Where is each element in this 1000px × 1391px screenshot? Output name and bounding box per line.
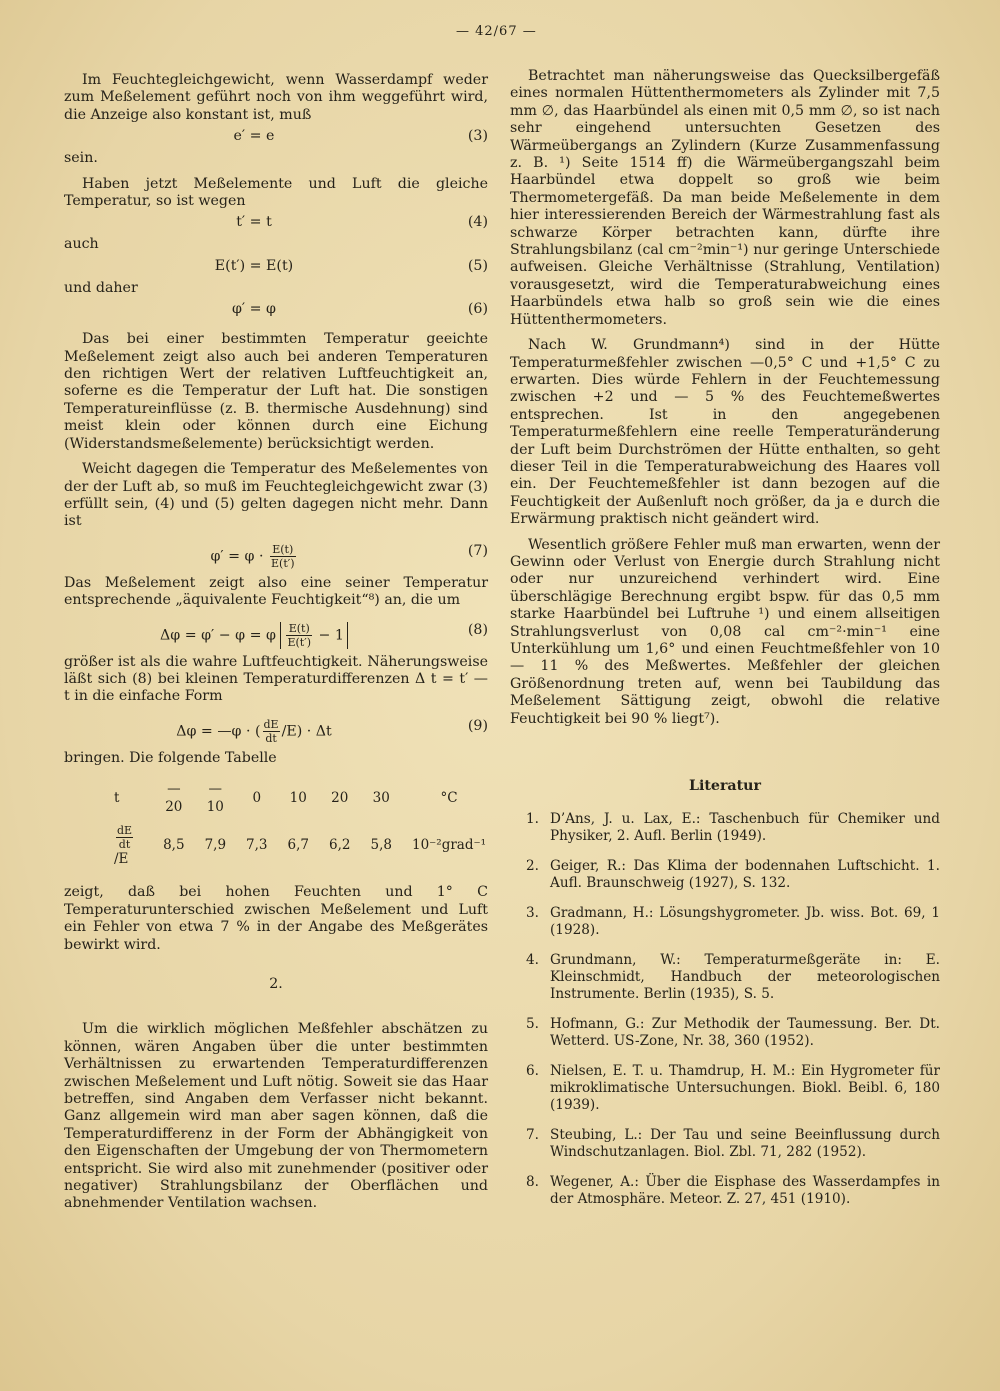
paragraph: auch (64, 236, 99, 253)
paragraph: Um die wirklich möglichen Meßfehler abschätzen zu können, wären Angaben über die unter bestimmten Verhältnissen zu erwartenden Temperaturdifferenzen zwischen Meßelement und Luft nötig. Soweit sie das Haar betreffen, sind Angaben dem Verfasser nicht bekannt. Ganz allgemein wird man aber sagen können, daß die Temperaturdifferenz in der Form der Abhängigkeit von den Eigenschaften der Umgebung der von Thermometern entspricht. Sie wird also mit zunehmender (positiver oder negativer) Strahlungsbilanz der Oberflächen und abnehmender Ventilation wachsen. (64, 1021, 488, 1212)
equation-6: φ′ = φ (6) (232, 301, 488, 318)
reference-item: 8. Wegener, A.: Über die Eisphase des Wasserdampfes in der Atmosphäre. Meteor. Z. 27, 451 (1910). (526, 1174, 940, 1208)
paragraph: bringen. Die folgende Tabelle (64, 749, 277, 766)
section-heading: 2. (269, 976, 283, 992)
data-table (104, 777, 496, 872)
equation-7: φ′ = φ · $\frac{E(t)}{E(t')}$ (7) (210, 542, 488, 570)
literature-heading: Literatur (689, 778, 761, 795)
equation-9: Δφ = —φ · ( $\frac{dE}{dt}$ /E) · Δt (9) (176, 717, 488, 745)
reference-item: 6. Nielsen, E. T. u. Thamdrup, H. M.: Ein Hygrometer für mikroklimatische Untersuchungen. Biokl. Beibl. 6, 180 (1939). (526, 1063, 940, 1114)
paragraph: sein. (64, 150, 98, 167)
equation-4: t′ = t (4) (236, 214, 488, 231)
reference-item: 5. Hofmann, G.: Zur Methodik der Taumessung. Ber. Dt. Wetterd. US-Zone, Nr. 38, 360 (1952). (526, 1016, 940, 1050)
table-row: $\frac{dE}{dt}$ /E 8,5 7,9 7,3 6,7 6,2 5,8 10⁻²grad⁻¹ (114, 823, 487, 867)
equation-8: Δφ = φ′ − φ = φ $\frac{E(t)}{E(t')}$ − 1 (8) (160, 621, 488, 649)
equation-3: e′ = e (3) (233, 128, 488, 145)
paragraph: Betrachtet man näherungsweise das Quecksilbergefäß eines normalen Hüttenthermometers als Zylinder mit 7,5 mm ∅, das Haarbündel als einen mit 0,5 mm ∅, so ist nach sehr eingehend untersuchten Gesetzen des Wärmeübergangs an Zylindern (Kurze Zusammenfassung z. B. ¹) Seite 1514 ff) die Wärmeübergangszahl beim Haarbündel etwa doppelt so groß wie beim Thermometergefäß. Da man beide Meßelemente in dem hier interessierenden Bereich der Wärmestrahlung fast als schwarze Körper betrachten kann, dürfte ihre Strahlungsbilanz (cal cm⁻²min⁻¹) nur geringe Unterschiede aufweisen. Gleiche Verhältnisse (Strahlung, Ventilation) vorausgesetzt, wird die Temperaturabweichung eines Haarbündels etwa halb so groß sein wie die eines Hüttenthermometers. (510, 68, 940, 328)
table-row: t —20 —10 0 10 20 30 °C (114, 781, 458, 815)
reference-item: 1. D’Ans, J. u. Lax, E.: Taschenbuch für Chemiker und Physiker, 2. Aufl. Berlin (1949). (526, 811, 940, 845)
reference-item: 4. Grundmann, W.: Temperaturmeßgeräte in: E. Kleinschmidt, Handbuch der meteorologischen Instrumente. Berlin (1935), S. 5. (526, 952, 940, 1003)
reference-item: 2. Geiger, R.: Das Klima der bodennahen Luftschicht. 1. Aufl. Braunschweig (1927), S. 132. (526, 858, 940, 892)
paragraph: Im Feuchtegleichgewicht, wenn Wasserdampf weder zum Meßelement geführt noch von ihm weggeführt wird, die Anzeige also konstant ist, muß (64, 72, 488, 123)
reference-item: 3. Gradmann, H.: Lösungshygrometer. Jb. wiss. Bot. 69, 1 (1928). (526, 905, 940, 939)
paragraph: Das Meßelement zeigt also eine seiner Temperatur entsprechende „äquivalente Feuchtigkeit“⁸) an, die um (64, 574, 488, 609)
paragraph: Das bei einer bestimmten Temperatur geeichte Meßelement zeigt also auch bei anderen Temperaturen den richtigen Wert der relativen Luftfeuchtigkeit an, soferne es die Temperatur der Luft hat. Die sonstigen Temperatureinflüsse (z. B. thermische Ausdehnung) sind meist klein oder können durch eine Eichung (Widerstandsmeßelemente) berücksichtigt werden. (64, 331, 488, 452)
equation-5: E(t′) = E(t) (5) (214, 257, 488, 274)
left-column (64, 72, 488, 1213)
paragraph: Nach W. Grundmann⁴) sind in der Hütte Temperaturmeßfehler zwischen —0,5° C und +1,5° C zu erwarten. Dies würde Fehlern in der Feuchtemessung zwischen +2 und — 5 % des Feuchtemeßwertes entsprechen. Ist in den angegebenen Temperaturmeßfehlern eine reelle Temperaturänderung der Luft beim Durchströmen der Hütte enthalten, so geht dieser Teil in die Temperaturabweichung des Haares voll ein. Der Feuchtemeßfehler ist dann bezogen auf die Feuchtigkeit der Außenluft noch größer, da ja e durch die Erwärmung praktisch nicht geändert wird. (510, 337, 940, 528)
paragraph: und daher (64, 279, 138, 296)
paragraph: zeigt, daß bei hohen Feuchten und 1° C Temperaturunterschied zwischen Meßelement und Luft ein Fehler von etwa 7 % in der Angabe des Meßgerätes bewirkt wird. (64, 884, 488, 953)
paragraph: Haben jetzt Meßelemente und Luft die gleiche Temperatur, so ist wegen (64, 175, 488, 210)
paragraph: größer ist als die wahre Luftfeuchtigkeit. Näherungsweise läßt sich (8) bei kleinen Temperaturdifferenzen Δ t = t′ — t in die einfache Form (64, 653, 488, 705)
paragraph: Weicht dagegen die Temperatur des Meßelementes von der der Luft ab, so muß im Feuchtegleichgewicht zwar (3) erfüllt sein, (4) und (5) gelten dagegen nicht mehr. Dann ist (64, 461, 488, 530)
reference-list (510, 811, 940, 1208)
paragraph: Wesentlich größere Fehler muß man erwarten, wenn der Gewinn oder Verlust von Energie durch Strahlung nicht oder nur unzureichend verhindert wird. Eine überschlägige Berechnung ergibt bspw. für das 0,5 mm starke Haarbündel bei Luftruhe ¹) und einem allseitigen Strahlungsverlust von 0,08 cal cm⁻²·min⁻¹ eine Unterkühlung um 1,6° und einen Feuchtmeßfehler von 10— 11 % des Meßwertes. Meßfehler der gleichen Größenordnung treten auf, wenn bei Taubildung das Meßelement Sättigung zeigt, obwohl die relative Feuchtigkeit bei 90 % liegt⁷). (510, 536, 940, 727)
reference-item: 7. Steubing, L.: Der Tau und seine Beeinflussung durch Windschutzanlagen. Biol. Zbl. 71, 282 (1952). (526, 1127, 940, 1161)
page-number: — 42/67 — (456, 24, 537, 39)
right-column (510, 68, 940, 1221)
